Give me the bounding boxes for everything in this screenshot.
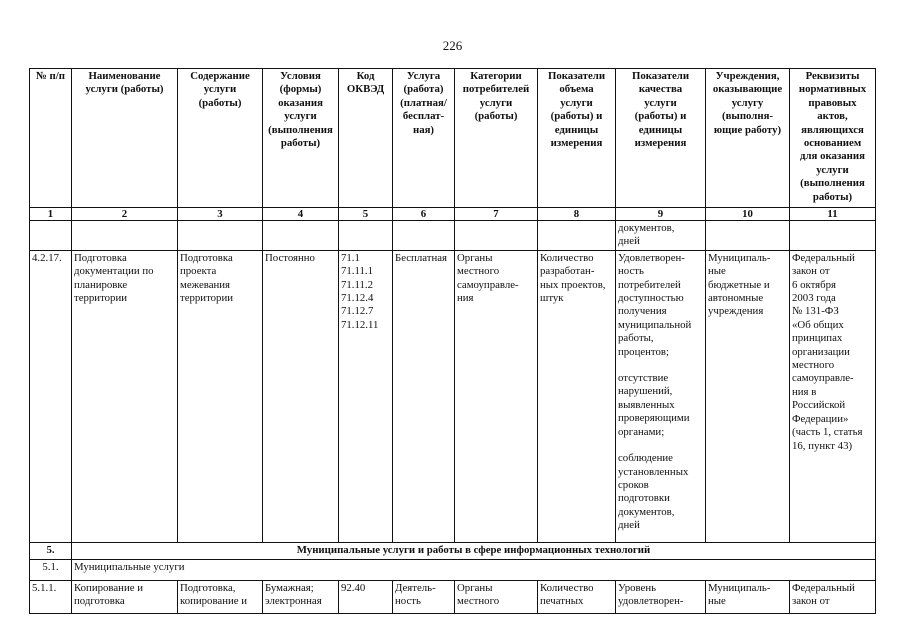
table-cell <box>455 221 538 251</box>
column-number: 11 <box>790 208 876 221</box>
column-number: 8 <box>538 208 616 221</box>
consumer-categories: Органы местного самоуправле- ния <box>455 250 538 542</box>
quality-indicators <box>616 250 706 542</box>
service-content: Подготовка, копирование и <box>178 580 263 613</box>
column-number: 4 <box>263 208 339 221</box>
paid-status: Деятель- ность <box>393 580 455 613</box>
section-row-5 <box>30 542 876 559</box>
table-cell <box>393 221 455 251</box>
header-service-content: Содержание услуги (работы) <box>178 69 263 208</box>
volume-indicators: Количество разработан- ных проектов, штук <box>538 250 616 542</box>
header-quality-indicators: Показатели качества услуги (работы) и единицы измерения <box>616 69 706 208</box>
institutions: Муниципаль- ные <box>706 580 790 613</box>
header-conditions: Условия (формы) оказания услуги (выполнения работы) <box>263 69 339 208</box>
subsection-row-5-1 <box>30 559 876 580</box>
table-cell <box>178 221 263 251</box>
subsection-title: Муниципальные услуги <box>72 559 876 580</box>
table-cell <box>706 221 790 251</box>
section-title: Муниципальные услуги и работы в сфере информационных технологий <box>72 542 876 559</box>
service-name: Подготовка документации по планировке территории <box>72 250 178 542</box>
service-conditions: Бумажная; электронная <box>263 580 339 613</box>
column-number-row <box>30 208 876 221</box>
header-institutions: Учреждения, оказывающие услугу (выполня- ющие работу) <box>706 69 790 208</box>
column-number: 5 <box>339 208 393 221</box>
legal-acts: Федеральный закон от <box>790 580 876 613</box>
table-cell <box>538 221 616 251</box>
table-cell <box>339 221 393 251</box>
header-volume-indicators: Показатели объема услуги (работы) и единицы измерения <box>538 69 616 208</box>
quality-indicator-violations: отсутствие нарушений, выявленных проверяющими органами; <box>618 372 690 438</box>
okved-codes: 92.40 <box>339 580 393 613</box>
table-row-5-1-1 <box>30 580 876 613</box>
quality-indicator-deadlines: соблюдение установленных сроков подготовки документов, дней <box>618 452 689 532</box>
column-number: 6 <box>393 208 455 221</box>
header-okved: Код ОКВЭД <box>339 69 393 208</box>
subsection-num: 5.1. <box>30 559 72 580</box>
row-num: 5.1.1. <box>30 580 72 613</box>
table-cell <box>30 221 72 251</box>
column-number: 10 <box>706 208 790 221</box>
quality-indicators: Уровень удовлетворен- <box>616 580 706 613</box>
table-cell <box>790 221 876 251</box>
table-cell <box>263 221 339 251</box>
table-cell <box>72 221 178 251</box>
header-row <box>30 69 876 208</box>
legal-acts: Федеральный закон от 6 октября 2003 года № 131-ФЗ «Об общих принципах организации местного самоуправле- ния в Российской Федерации» (часть 1, статья 16, пункт 43) <box>790 250 876 542</box>
column-number: 9 <box>616 208 706 221</box>
column-number: 2 <box>72 208 178 221</box>
header-consumers: Категории потребителей услуги (работы) <box>455 69 538 208</box>
volume-indicators: Количество печатных <box>538 580 616 613</box>
column-number: 1 <box>30 208 72 221</box>
column-number: 7 <box>455 208 538 221</box>
service-content: Подготовка проекта межевания территории <box>178 250 263 542</box>
table-row-4-2-17 <box>30 250 876 542</box>
continuation-quality-cell: документов, дней <box>616 221 706 251</box>
header-service-name: Наименование услуги (работы) <box>72 69 178 208</box>
column-number: 3 <box>178 208 263 221</box>
header-num: № п/п <box>30 69 72 208</box>
quality-indicator-satisfaction: Удовлетворен- ность потребителей доступностью получения муниципальной работы, процентов; <box>618 251 692 358</box>
continuation-row <box>30 221 876 251</box>
page-number: 226 <box>442 38 463 53</box>
section-num: 5. <box>30 542 72 559</box>
service-conditions: Постоянно <box>263 250 339 542</box>
paid-status: Бесплатная <box>393 250 455 542</box>
services-registry-table <box>29 68 876 614</box>
header-paid-free: Услуга (работа) (платная/ бесплат- ная) <box>393 69 455 208</box>
header-legal-acts: Реквизиты нормативных правовых актов, являющихся основанием для оказания услуги (выполнения работы) <box>790 69 876 208</box>
institutions: Муниципаль- ные бюджетные и автономные учреждения <box>706 250 790 542</box>
row-num: 4.2.17. <box>30 250 72 542</box>
consumer-categories: Органы местного <box>455 580 538 613</box>
service-name: Копирование и подготовка <box>72 580 178 613</box>
okved-codes: 71.1 71.11.1 71.11.2 71.12.4 71.12.7 71.12.11 <box>339 250 393 542</box>
